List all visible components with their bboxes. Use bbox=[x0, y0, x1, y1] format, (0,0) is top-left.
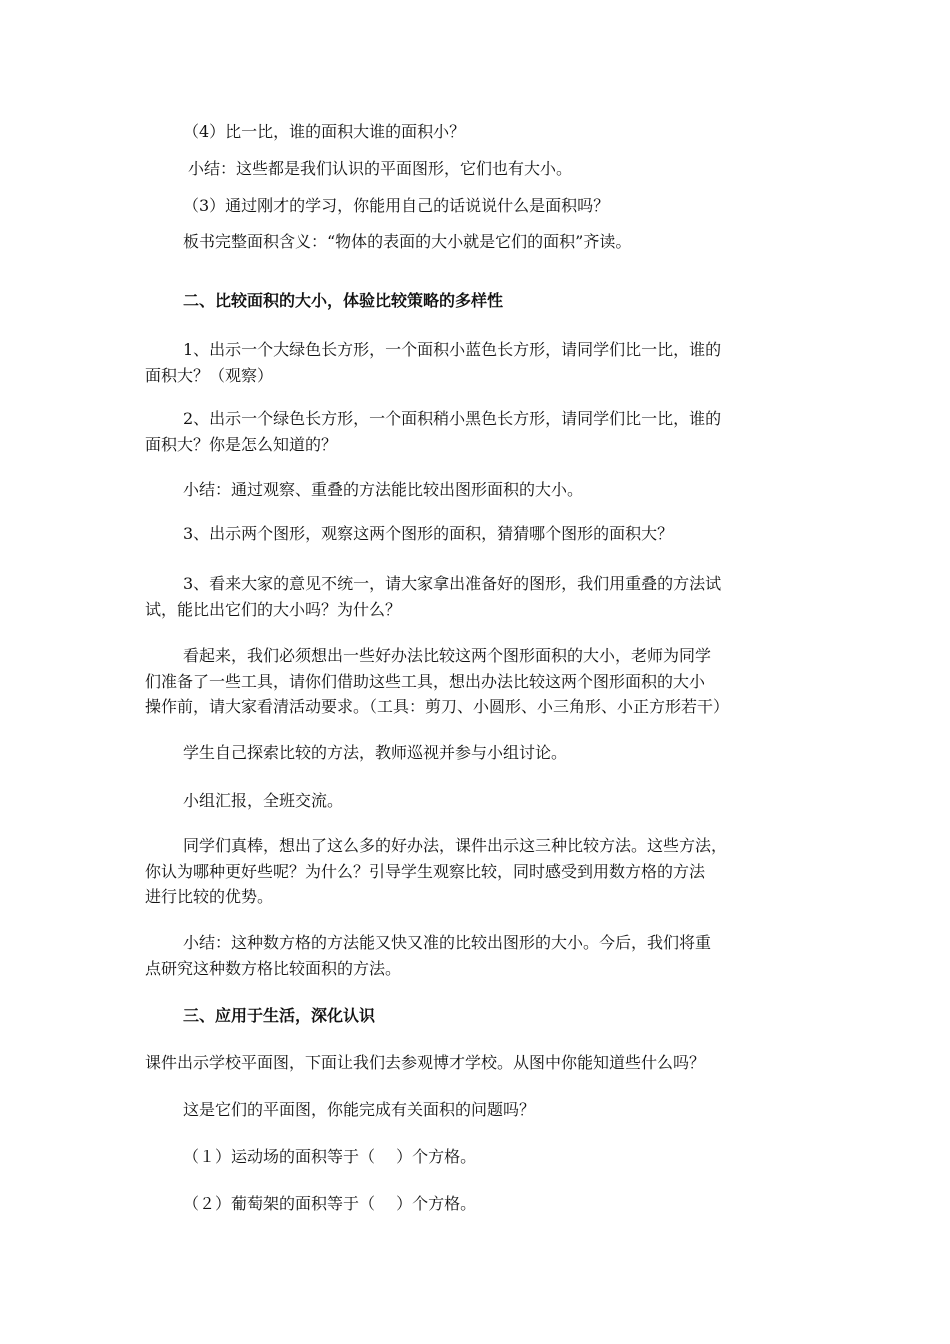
text-line: 你认为哪种更好些呢？为什么？引导学生观察比较，同时感受到用数方格的方法 bbox=[145, 862, 706, 881]
text-line: （3）通过刚才的学习，你能用自己的话说说什么是面积吗？ bbox=[183, 196, 610, 215]
text-line: 同学们真棒，想出了这么多的好办法，课件出示这三种比较方法。这些方法， bbox=[183, 836, 728, 855]
text-line: 小组汇报，全班交流。 bbox=[183, 791, 344, 810]
text-line: 学生自己探索比较的方法，教师巡视并参与小组讨论。 bbox=[183, 743, 568, 762]
text-line: 2、出示一个绿色长方形，一个面积稍小黑色长方形，请同学们比一比，谁的 bbox=[183, 409, 722, 428]
section-heading: 二、比较面积的大小，体验比较策略的多样性 bbox=[183, 291, 504, 310]
section-heading: 三、应用于生活，深化认识 bbox=[183, 1006, 376, 1025]
text-line: 操作前，请大家看清活动要求。（工具：剪刀、小圆形、小三角形、小正方形若干） bbox=[145, 697, 730, 716]
text-line: 板书完整面积含义：“物体的表面的大小就是它们的面积”齐读。 bbox=[183, 232, 632, 251]
text-line: （4）比一比，谁的面积大谁的面积小？ bbox=[183, 122, 466, 141]
text-line: 小结：这种数方格的方法能又快又准的比较出图形的大小。今后，我们将重 bbox=[183, 933, 712, 952]
text-line: 课件出示学校平面图，下面让我们去参观博才学校。从图中你能知道些什么吗？ bbox=[145, 1053, 706, 1072]
text-line: 小结：通过观察、重叠的方法能比较出图形面积的大小。 bbox=[183, 480, 584, 499]
text-line: 点研究这种数方格比较面积的方法。 bbox=[145, 959, 402, 978]
text-line: 面积大？（观察） bbox=[145, 366, 274, 385]
text-line: 1、出示一个大绿色长方形，一个面积小蓝色长方形，请同学们比一比，谁的 bbox=[183, 340, 722, 359]
text-line: 试，能比出它们的大小吗？为什么？ bbox=[145, 600, 402, 619]
text-line: 面积大？你是怎么知道的？ bbox=[145, 435, 338, 454]
text-line: 这是它们的平面图，你能完成有关面积的问题吗？ bbox=[183, 1100, 536, 1119]
text-line: 进行比较的优势。 bbox=[145, 887, 274, 906]
text-line: 们准备了一些工具，请你们借助这些工具，想出办法比较这两个图形面积的大小 bbox=[145, 672, 706, 691]
text-line: 小结：这些都是我们认识的平面图形，它们也有大小。 bbox=[188, 159, 573, 178]
text-line: 3、看来大家的意见不统一，请大家拿出准备好的图形，我们用重叠的方法试 bbox=[183, 574, 722, 593]
question-item: （１）运动场的面积等于（ ）个方格。 bbox=[183, 1147, 477, 1166]
text-line: 看起来，我们必须想出一些好办法比较这两个图形面积的大小，老师为同学 bbox=[183, 646, 712, 665]
question-item: （２）葡萄架的面积等于（ ）个方格。 bbox=[183, 1194, 477, 1213]
text-line: 3、出示两个图形，观察这两个图形的面积，猜猜哪个图形的面积大？ bbox=[183, 524, 674, 543]
